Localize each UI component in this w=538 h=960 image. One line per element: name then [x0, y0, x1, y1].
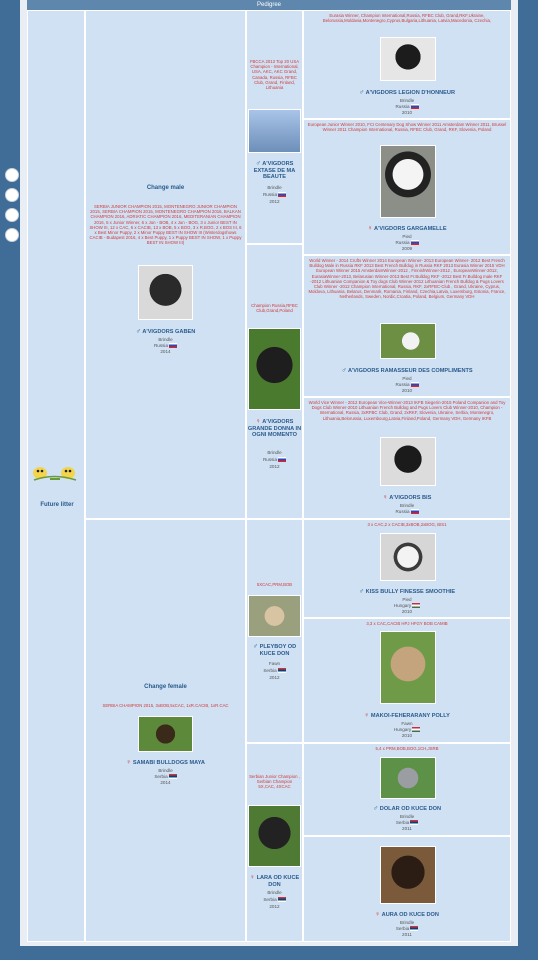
dog-year: 2012 [269, 199, 280, 204]
male-icon: ♂ [255, 160, 261, 167]
hungary-flag-icon [412, 727, 420, 732]
side-dot-4[interactable] [5, 228, 19, 242]
side-controls [5, 168, 19, 248]
serbia-flag-icon [410, 926, 418, 931]
male-icon: ♂ [358, 588, 365, 595]
hungary-flag-icon [412, 603, 420, 608]
side-dot-3[interactable] [5, 208, 19, 222]
russia-flag-icon [411, 104, 419, 109]
dog-year: 2011 [402, 826, 412, 831]
dog-country: Russia [304, 240, 510, 246]
gen3-cell-7 [303, 743, 511, 836]
dog-name: ♀ AURA OD KUCE DON [375, 911, 439, 918]
gen2-achievements: 5XCAC,PRM,BOB [256, 582, 293, 587]
dog-year: 2012 [269, 675, 280, 680]
gen3-achievements: 5,4 x PRM,BOB,BOG,1CH,JSRB [375, 746, 439, 751]
dog-name: ♂ DOLAR OD KUCE DON [372, 805, 442, 812]
puppies-icon [30, 461, 80, 483]
pedigree-header: Pedigree [27, 0, 511, 10]
female-icon: ♀ [249, 874, 255, 881]
dog-name: ♀ LARA OD KUCE DON [249, 874, 300, 888]
dog-color: Brindle [399, 503, 415, 508]
serbia-flag-icon [410, 820, 418, 825]
dog-color: Brindle [399, 98, 415, 103]
dog-color: Pied [402, 234, 412, 239]
male-icon: ♂ [359, 89, 365, 96]
russia-flag-icon [411, 382, 419, 387]
gen3-achievements: 3,3 x CAC,CACIB HPJ HFGY BOB CAMIB [366, 621, 448, 626]
gen3-achievements: Eurasia Winner, Champion International,Russia, RFBC Club, Grand,RKF,Ukraine, Belorussia,Moldavia,Montenegro,Cyprus,Bulgaria,Lithuania, Latvia,Macedonia, Czechia, [322, 13, 492, 24]
dog-year: 2010 [401, 733, 413, 738]
gen1-male-achievements: SERBIA JUNIOR CHAMPION 2015, MONTENEGRO JUNIOR CHAMPION 2015, SERBIA CHAMPION 2015, MONTENEGRO CHAMPION 2016, BALKAN CHAMPION 2016, ADRIATIC CHAMPION 2016, MEDITERANIAN CHAMPION 2016, 5 x Junior Winner, 6 x Jun - BOB, 4 x Jun - BOG, 3 x Junior BEST IN SHOW III, 12 x CAC, 6 x CACIB, 13 x BOB, 5 x BOG, 3 x R.BOG, 2 x BOS III, 6 x Best Minor Puppy, 2 x Minor Puppy BEST IN SHOW III (Winterdogshows CACIB - Budapest 2016, 4 x Best Puppy, 1 x Puppy BEST IN SHOW, 1 x Puppy BEST IN SHOW III) [89, 204, 242, 246]
male-icon: ♂ [372, 805, 379, 812]
gen3-cell-2 [303, 119, 511, 255]
gen3-cell-6 [303, 618, 511, 743]
gen3-achievements: World Winner - 2014 Crufts Winner 2014 European Winner- 2013 European Winner- 2012 Best French Bulldog Male in Russia RKF 2013 Best French Bulldog in Russia RKF 2013 Eurasia Winner 2015 VDH European Winner 2015 AmsterdamWinner-2012 , FinnishWinner-2012 , EuropeanWinner-2012, EurasiaWinner-2013, Belarusian Winner-2013 Best Fr.Bulldog RKF -2012 Best Fr.Bulldog male RKF -2012 Lithuanian Companion & Toy dogs Club Winner-2012 Lithuanian French Bulldog & Pugs Lovers Club Winner -2012 Champion International, Russia, RKF, 2xRFBC-Club , Grand, Ukraine, Cyprus, Moldova, Lithuania, Belarus, Denmark, Romania, Finland, Czechia,Latvia, Luxemburg, Estonia, France, Netherlands, Sweden, Nordic,Croatia, Poland, Belgium, Germany VDH [308, 258, 506, 300]
dog-country: Hungary [304, 603, 510, 609]
side-dot-1[interactable] [5, 168, 19, 182]
dog-color: Brindle [158, 768, 173, 773]
female-icon: ♀ [382, 494, 388, 501]
female-icon: ♀ [126, 759, 132, 766]
dog-color: Pied [402, 597, 412, 602]
gen3-cell-5 [303, 519, 511, 618]
future-litter-cell [27, 10, 85, 942]
dog-country: Serbia [247, 897, 302, 903]
dog-photo [248, 595, 301, 637]
dog-name: ♂ PLEYBOY OD KUCE DON [252, 643, 297, 657]
dog-photo [380, 323, 436, 359]
serbia-flag-icon [169, 774, 177, 779]
gen3-cell-4 [303, 397, 511, 519]
dog-name: ♂ A'VIGDORS RAMASSEUR DES COMPLIMENTS [341, 367, 473, 374]
dog-color: Pied [402, 376, 412, 381]
gen2-achievements: Serbian Junior Champion , Serbian Champion 5X,CAC, 4XCAC [249, 774, 300, 790]
gen1-female-cell [85, 519, 246, 942]
gen2-cell-1 [246, 10, 303, 244]
gen3-achievements: World Vice Winner - 2012 European Vice-Winner-2013 IKFB Siegerin-2015 Poland Companion and Toy Dogs Club Winner-2010 Lithuanian French Bulldog and Pugs Lovers Club Winner-2010, Champion - International, Russia, 3xRFBC Club, Grand, 2xRKF, Slovenia, Ukraine, Serbia, Montenegro, Lithuania,Belorussia, Luxembourg,Latvia,Finland,Poland, Germany VDH, Germany IKFB [308, 400, 506, 421]
dog-name: ♀ A'VIGDORS GRANDE DONNA IN OGNI MOMENTO [247, 418, 302, 439]
female-icon: ♀ [367, 225, 373, 232]
dog-year: 2009 [401, 246, 413, 251]
female-icon: ♀ [375, 911, 381, 918]
dog-name: ♂ A'VIGDORS GABEN [135, 328, 196, 335]
dog-photo [138, 716, 193, 752]
dog-color: Brindle [158, 337, 173, 342]
male-icon: ♂ [252, 643, 259, 650]
dog-country: Russia [304, 509, 510, 515]
dog-name: ♀ SAMABI BULLDOGS MAYA [126, 759, 205, 766]
change-male-link[interactable]: Change male [146, 185, 185, 191]
female-icon: ♀ [364, 712, 370, 719]
dog-color: Fawn [268, 661, 281, 666]
gen3-achievements: European Junior Winner 2010, FCI Centenary Dog Show Winner 2011 Amsterdam Winner 2011, Brussel Winner 2011 Champion International, Russia, RFBC Club, Grand, RKF, Slovenia, Poland [307, 122, 507, 133]
dog-country: Serbia [304, 926, 510, 932]
dog-photo [248, 328, 301, 410]
gen2-cell-2 [246, 244, 303, 519]
gen2-achievements: FBCCA 2013 Top 20 USA Champion - International, USA, AKC, AKC Grand, Canada, Russia, RFBC Club, Grand, Finland, Lithuania [249, 59, 300, 91]
dog-country: Hungary [304, 727, 510, 733]
dog-year: 2010 [401, 609, 413, 614]
dog-color: Fawn [401, 721, 413, 726]
dog-country: Russia [247, 457, 302, 463]
dog-country: Russia [86, 343, 245, 349]
dog-country: Russia [304, 382, 510, 388]
dog-year: 2010 [401, 110, 413, 115]
dog-year: 2011 [402, 932, 412, 937]
serbia-flag-icon [278, 668, 286, 673]
russia-flag-icon [169, 343, 177, 348]
dog-photo [380, 631, 436, 704]
dog-country: Russia [304, 104, 510, 110]
future-litter-label: Future litter [40, 502, 74, 508]
dog-color: Brindle [267, 450, 282, 455]
serbia-flag-icon [278, 897, 286, 902]
dog-year: 2014 [160, 780, 171, 785]
dog-country: Serbia [247, 668, 302, 674]
dog-color: Brindle [267, 890, 282, 895]
dog-country: Serbia [304, 820, 510, 826]
dog-color: Brindle [399, 814, 415, 819]
gen3-cell-8 [303, 836, 511, 942]
dog-photo [380, 846, 436, 904]
dog-photo [138, 265, 193, 320]
dog-photo [380, 437, 436, 486]
male-icon: ♂ [135, 328, 141, 335]
gen2-cell-4 [246, 743, 303, 942]
dog-name: ♂ KISS BULLY FINESSE SMOOTHIE [358, 588, 456, 595]
dog-photo [248, 109, 301, 153]
dog-year: 2014 [160, 349, 171, 354]
side-dot-2[interactable] [5, 188, 19, 202]
dog-photo [248, 805, 301, 867]
dog-name: ♂ A'VIGDORS EXTASE DE MA BEAUTE [253, 160, 296, 181]
dog-photo [380, 37, 436, 81]
female-icon: ♀ [255, 418, 261, 425]
gen3-cell-1 [303, 10, 511, 119]
gen1-female-achievements: SERBIA CHAMPION 2015, 3xBOB,5xCAC, 1xR.CACIB, 1xR.CAC [102, 703, 229, 708]
male-icon: ♂ [341, 367, 347, 374]
gen3-cell-3 [303, 255, 511, 397]
dog-photo [380, 757, 436, 799]
dog-color: Brindle [399, 920, 415, 925]
gen3-achievements: 3 x CAC,2 x CACIB,3xBOB,2xBOG, BIS1 [367, 522, 447, 527]
dog-photo [380, 145, 436, 218]
russia-flag-icon [278, 457, 286, 462]
dog-country: Serbia [86, 774, 245, 780]
russia-flag-icon [278, 192, 286, 197]
dog-year: 2010 [401, 388, 413, 393]
change-female-link[interactable]: Change female [144, 684, 187, 690]
dog-name: ♂ A'VIGDORS LEGION D'HONNEUR [359, 89, 455, 96]
gen1-male-cell [85, 10, 246, 519]
dog-year: 2012 [269, 464, 280, 469]
dog-year: 2012 [269, 904, 280, 909]
russia-flag-icon [411, 240, 419, 245]
dog-color: Brindle [267, 185, 282, 190]
dog-country: Russia [247, 192, 302, 198]
russia-flag-icon [411, 509, 419, 514]
dog-name: ♀ A'VIGDORS GARGAMELLE [367, 225, 447, 232]
gen2-achievements: Champion Russia,RFBC Club,Grand,Poland [251, 303, 298, 314]
dog-name: ♀ A'VIGDORS BIS [382, 494, 432, 501]
dog-photo [380, 533, 436, 581]
gen2-cell-3 [246, 519, 303, 743]
dog-name: ♀ MAKOI-FEHERARANY POLLY [364, 712, 450, 719]
